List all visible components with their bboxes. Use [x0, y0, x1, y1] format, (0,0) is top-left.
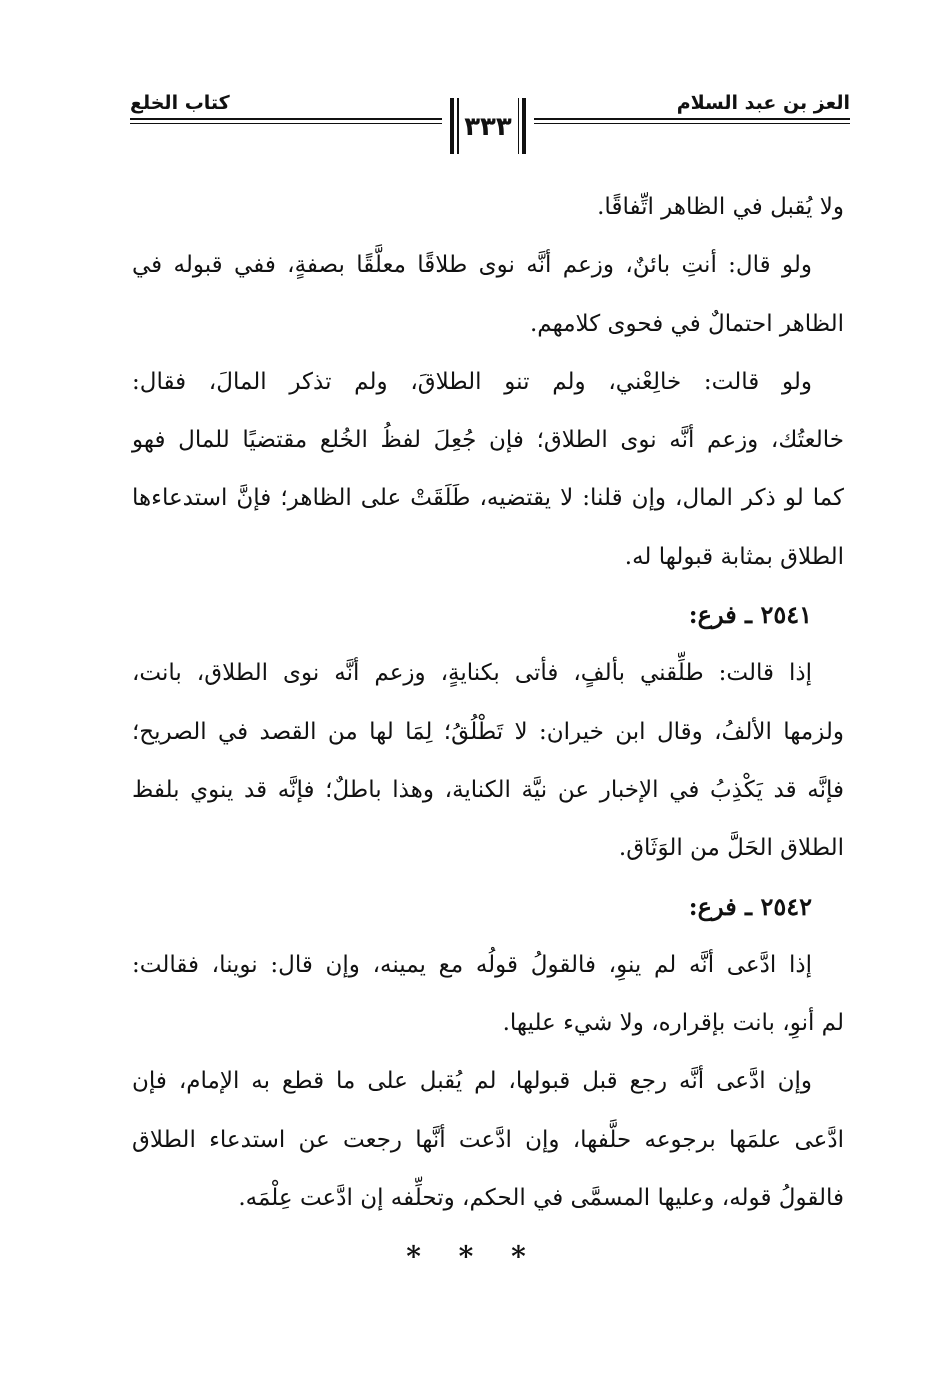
text-line: لم أنوِ، بانت بإقراره، ولا شيء عليها. — [502, 1010, 844, 1037]
header-rule-right-thin — [534, 123, 850, 124]
text-line: ولا يُقبل في الظاهر اتِّفاقًا. — [597, 194, 844, 220]
text-line: إذا ادَّعى أنَّه لم ينوِ، فالقولُ قولُه مع يمينه، وإن قال: نوينا، فقالت: — [132, 951, 812, 978]
text-line: ولو قال: أنتِ بائنٌ، وزعم أنَّه نوى طلاقًا معلَّقًا بصفةٍ، ففي قبوله في — [132, 252, 812, 279]
page-header — [130, 92, 850, 154]
header-book-title: كتاب الخلع — [130, 92, 230, 114]
text-line: خالعتُك، وزعم أنَّه نوى الطلاق؛ فإن جُعِلَ لفظُ الخُلع مقتضيًا للمال فهو — [132, 427, 844, 454]
section-separator: * * * — [406, 1240, 540, 1273]
text-line: كما لو ذكر المال، وإن قلنا: لا يقتضيه، طَلَقَتْ على الظاهر؛ فإنَّ استدعاءها — [132, 485, 844, 512]
page-number: ٣٣٣ — [464, 112, 512, 142]
header-rule-left — [130, 118, 442, 120]
header-author: العز بن عبد السلام — [676, 92, 850, 114]
text-line: ولزمها الألفُ، وقال ابن خيران: لا تَطْلُقُ؛ لِمَا لها من القصد في الصريح؛ — [132, 718, 844, 745]
text-line: الطلاق بمثابة قبولها له. — [624, 543, 844, 570]
section-heading: ٢٥٤١ ـ فرع: — [688, 600, 812, 630]
header-rule-left-thin — [130, 123, 442, 124]
text-line: ادَّعى علمَها برجوعه حلَّفها، وإن ادَّعت أنَّها رجعت عن استدعاء الطلاق — [132, 1126, 844, 1153]
text-line: ولو قالت: خالِعْني، ولم تنو الطلاقَ، ولم تذكر المالَ، فقال: — [132, 368, 812, 395]
text-line: الظاهر احتمالٌ في فحوى كلامهم. — [529, 310, 844, 337]
page-body — [132, 178, 844, 1227]
text-line: إذا قالت: طلِّقني بألفٍ، فأتى بكنايةٍ، وزعم أنَّه نوى الطلاق، بانت، — [132, 660, 812, 687]
text-line: الطلاق الحَلَّ من الوَثَاق. — [618, 835, 844, 862]
text-line: فالقولُ قوله، وعليها المسمَّى في الحكم، وتحلِّفه إن ادَّعت عِلْمَه. — [238, 1185, 844, 1212]
text-line: وإن ادَّعى أنَّه رجع قبل قبولها، لم يُقبل على ما قطع به الإمام، فإن — [132, 1068, 812, 1095]
header-rule-right — [534, 118, 850, 120]
section-heading: ٢٥٤٢ ـ فرع: — [688, 891, 812, 921]
page-number-box — [450, 98, 526, 154]
text-line: فإنَّه قد يَكْذِبُ في الإخبار عن نيَّة الكناية، وهذا باطلٌ؛ فإنَّه قد ينوي بلفظ — [132, 776, 844, 803]
